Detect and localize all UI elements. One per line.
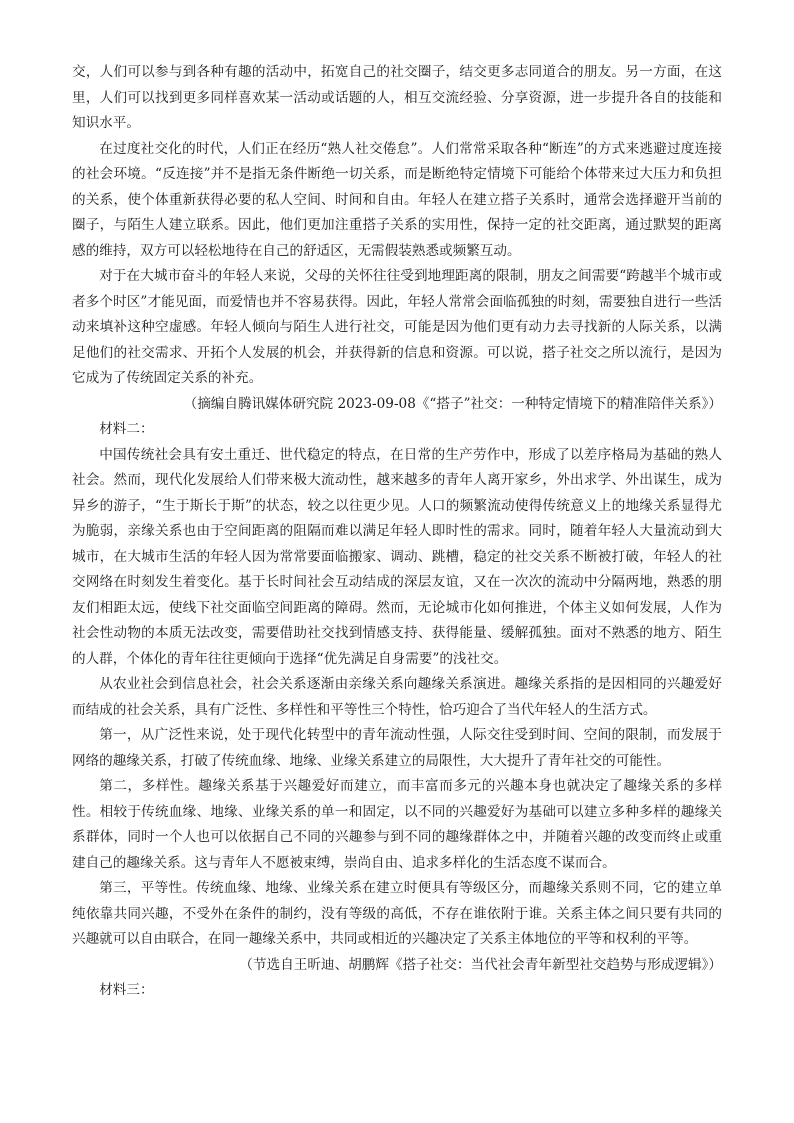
material-2-paragraph-1: 中国传统社会具有安土重迁、世代稳定的特点，在日常的生产劳作中，形成了以差序格局为基础的熟人社会。然而，现代化发展给人们带来极大流动性，越来越多的青年人离开家乡，外出求学、外出谋生，成为异乡的游子，“生于斯长于斯”的状态，较之以往更少见。人口的频繁流动使得传统意义上的地缘关系显得尤为脆弱，亲缘关系也由于空间距离的阻隔而难以满足年轻人即时性的需求。同时，随着年轻人大量流动到大城市，在大城市生活的年轻人因为常常要面临搬家、调动、跳槽，稳定的社交关系不断被打破，年轻人的社交网络在时刻发生着变化。基于长时间社会互动结成的深层友谊，又在一次次的流动中分隔两地，熟悉的朋友们相距太远，使线下社交面临空间距离的障碍。然而，无论城市化如何推进，个体主义如何发展，人作为社会性动物的本质无法改变，需要借助社交找到情感支持、获得能量、缓解孤独。面对不熟悉的地方、陌生的人群，个体化的青年往往更倾向于选择“优先满足自身需要”的浅社交。 xyxy=(72,446,722,667)
material-2-paragraph-5: 第三，平等性。传统血缘、地缘、业缘关系在建立时便具有等级区分，而趣缘关系则不同，它的建立单纯依靠共同兴趣，不受外在条件的制约，没有等级的高低，不存在谁依附于谁。关系主体之间只要有共同的兴趣就可以自由联合，在同一趣缘关系中，共同或相近的兴趣决定了关系主体地位的平等和权利的平等。 xyxy=(72,880,722,947)
material-2-label: 材料二： xyxy=(99,421,154,437)
source-citation-1: （摘编自腾讯媒体研究院 2023-09-08《“搭子”社交：一种特定情境下的精准陪伴关系》） xyxy=(183,395,722,412)
paragraph-continued: 交，人们可以参与到各种有趣的活动中，拓宽自己的社交圈子，结交更多志同道合的朋友。另一方面，在这里，人们可以找到更多同样喜欢某一活动或话题的人，相互交流经验、分享资源，进一步提升各自的技能和知识水平。 xyxy=(72,64,722,131)
source-citation-2: （节选自王昕迪、胡鹏辉《搭子社交：当代社会青年新型社交趋势与形成逻辑》） xyxy=(239,956,722,973)
paragraph-social-fatigue: 在过度社交化的时代，人们正在经历“熟人社交倦怠”。人们常常采取各种“断连”的方式来逃避过度连接的社会环境。“反连接”并不是指无条件断绝一切关系，而是断绝特定情境下可能给个体带来过大压力和负担的关系，使个体重新获得必要的私人空间、时间和自由。年轻人在建立搭子关系时，通常会选择避开当前的圈子，与陌生人建立联系。因此，他们更加注重搭子关系的实用性，保持一定的社交距离，通过默契的距离感的维持，双方可以轻松地待在自己的舒适区，无需假装熟悉或频繁互动。 xyxy=(72,140,722,259)
paragraph-city-youth: 对于在大城市奋斗的年轻人来说，父母的关怀往往受到地理距离的限制，朋友之间需要“跨越半个城市或者多个时区”才能见面，而爱情也并不容易获得。因此，年轻人常常会面临孤独的时刻，需要独自进行一些活动来填补这种空虚感。年轻人倾向与陌生人进行社交，可能是因为他们更有动力去寻找新的人际关系，以满足他们的社交需求、开拓个人发展的机会，并获得新的信息和资源。可以说，搭子社交之所以流行，是因为它成为了传统固定关系的补充。 xyxy=(72,268,722,386)
material-2-paragraph-3: 第一，从广泛性来说，处于现代化转型中的青年流动性强，人际交往受到时间、空间的限制，而发展于网络的趣缘关系，打破了传统血缘、地缘、业缘关系建立的局限性，大大提升了青年社交的可能性。 xyxy=(72,727,722,769)
material-2-paragraph-2: 从农业社会到信息社会，社会关系逐渐由亲缘关系向趣缘关系演进。趣缘关系指的是因相同的兴趣爱好而结成的社会关系，具有广泛性、多样性和平等性三个特性，恰巧迎合了当代年轻人的生活方式。 xyxy=(72,676,722,718)
material-2-paragraph-4: 第二，多样性。趣缘关系基于兴趣爱好而建立，而丰富而多元的兴趣本身也就决定了趣缘关系的多样性。相较于传统血缘、地缘、业缘关系的单一和固定，以不同的兴趣爱好为基础可以建立多种多样的趣缘关系群体，同时一个人也可以依据自己不同的兴趣参与到不同的趣缘群体之中，并随着兴趣的改变而终止或重建自己的趣缘关系。这与青年人不愿被束缚，崇尚自由、追求多样化的生活态度不谋而合。 xyxy=(72,778,722,871)
material-3-label: 材料三： xyxy=(99,982,154,998)
